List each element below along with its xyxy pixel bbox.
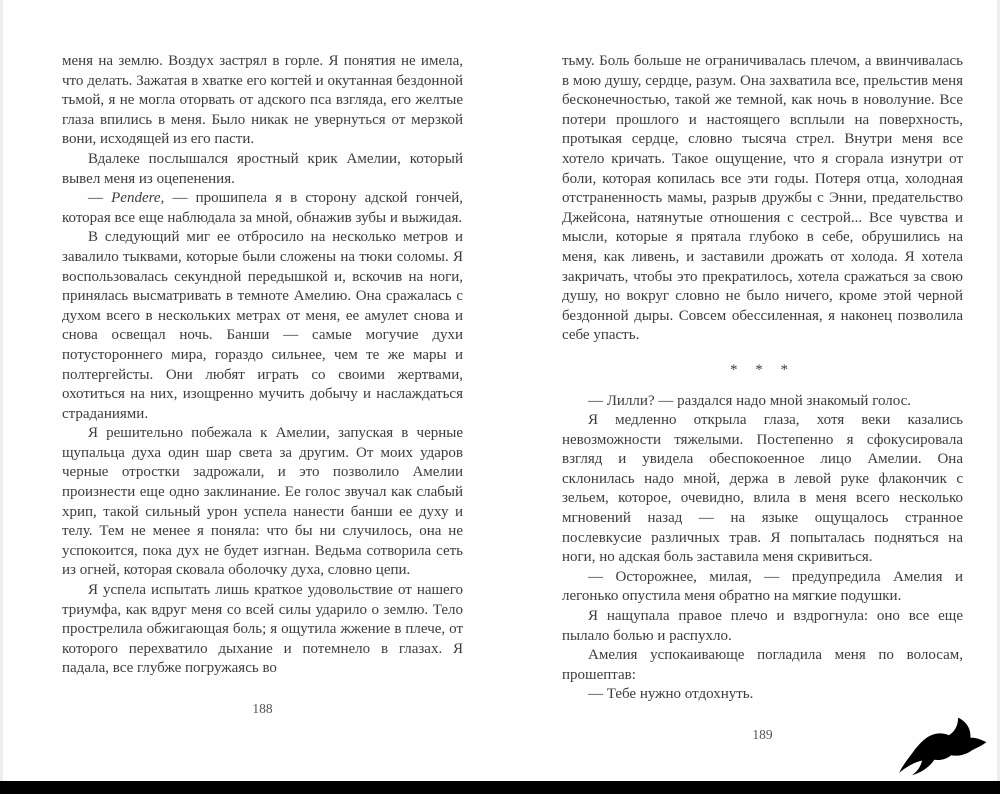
paragraph: В следующий миг ее отбросило на несколько метров и завалило тыквами, которые были сложены на тюки соломы. Я воспользовалась секундной передышкой и, вскочив на ноги, принялась высматривать в темноте Амелию. Она сражалась с духом всего в нескольких метрах от меня, ее амулет снова и снова освещал ночь. Банши — самые могучие духи потустороннего мира, гораздо сильнее, чем те же мары и полтергейсты. Они любят играть со своими жертвами, охотиться на них, изощренно мучить добычу и наслаждаться страданиями. [62, 229, 463, 422]
paragraph: Вдалеке послышался яростный крик Амелии, который вывел меня из оцепенения. [62, 150, 463, 187]
paragraph: — Осторожнее, милая, — предупредила Амелия и легонько опустила меня обратно на мягкие подушки. [562, 568, 963, 605]
paragraph: Я нащупала правое плечо и вздрогнула: оно все еще пылало болью и распухло. [562, 608, 963, 644]
page-right-text [562, 52, 963, 705]
page-left [62, 52, 463, 717]
paragraph: меня на землю. Воздух застрял в горле. Я понятия не имела, что делать. Зажатая в хватке его когтей и окутанная бездонной тьмой, я не могла оторвать от адского пса взгляда, его желтые глаза впились в меня. Было никак не увернуться от мерзкой вони, исходящей из его пасти. [62, 53, 463, 148]
paragraph: Я медленно открыла глаза, хотя веки казались невозможности тяжелыми. Постепенно я сфокусировала взгляд и увидела обеспокоенное лицо Амелии. Она склонилась надо мной, держа в левой руке флакончик с зельем, которое, очевидно, влила в меня всего несколько мгновений назад — на языке ощущалось странное послевкусие различных трав. Я попыталась подняться на ноги, но адская боль заставила меня скривиться. [562, 412, 963, 566]
paragraph: Я решительно побежала к Амелии, запуская в черные щупальца духа один шар света за другим. От моих ударов черные отростки задрожали, и это позволило Амелии произнести еще одно заклинание. Ее голос звучал как слабый хрип, такой сильный урон успела нанести банши ее духу и телу. Тем не менее я поняла: что бы ни случилось, она не успокоится, пока дух не будет изгнан. Ведьма сотворила сеть из огней, которая сковала оболочку духа, словно цепи. [62, 425, 463, 579]
paragraph: — Лилли? — раздался надо мной знакомый голос. [588, 392, 912, 409]
paragraph: Я успела испытать лишь краткое удовольствие от нашего триумфа, как вдруг меня со всей силы ударило о землю. Тело прострелила обжигающая боль; я ощутила жжение в плече, от которого перехватило дыхание и потемнело в глазах. Я падала, все глубже погружаясь во [62, 582, 463, 677]
page-number-left: 188 [252, 701, 273, 716]
raven-icon [896, 715, 988, 777]
section-separator: * * * [730, 361, 795, 378]
page-number-right: 189 [752, 727, 773, 742]
page-right [562, 52, 963, 743]
scan-edge-left [0, 0, 3, 781]
paragraph: тьму. Боль больше не ограничивалась плечом, а ввинчивалась в мою душу, сердце, разум. Она захватила все, прельстив меня бесконечностью, такой же темной, как ночь в новолуние. Все потери прошлого и настоящего всплыли на поверхность, протыкая сердце, словно тысяча стрел. Внутри меня все хотело кричать. Такое ощущение, что я сгорала изнутри от боли, которая копилась все эти годы. Потеря отца, холодная отстраненность мамы, разрыв дружбы с Энни, предательство Джейсона, натянутые отношения с сестрой... Все чувства и мысли, которые я прятала глубоко в себе, обрушились на меня, как ливень, и заставили дрожать от холода. Я хотела закричать, чтобы это прекратилось, хотела сражаться за свою душу, но вокруг словно не было ничего, кроме этой черной бездонной дыры. Совсем обессиленная, я наконец позволила себе упасть. [562, 53, 963, 344]
paragraph: Амелия успокаивающе погладила меня по волосам, прошептав: [562, 647, 963, 683]
paragraph: — Тебе нужно отдохнуть. [588, 686, 754, 703]
bottom-black-bar [0, 781, 1000, 794]
page-left-text [62, 52, 463, 679]
paragraph: — Pendere, — прошипела я в сторону адской гончей, которая все еще наблюдала за мной, обнажив зубы и выжидая. [62, 190, 463, 226]
